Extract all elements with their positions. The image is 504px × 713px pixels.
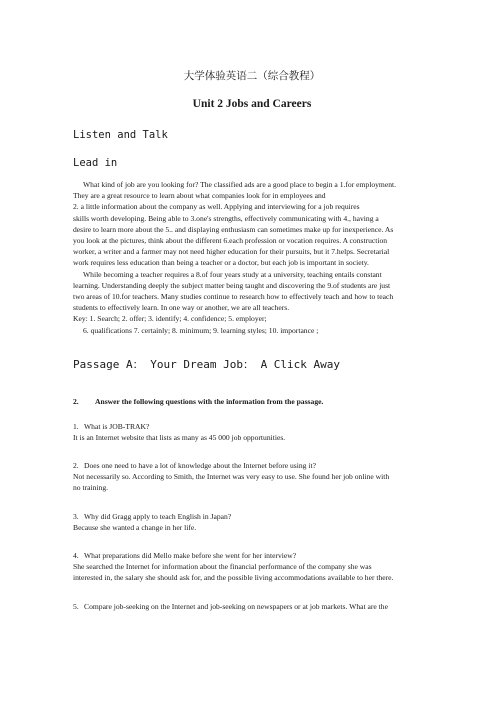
text-line: two areas of 10.for teachers. Many studies continue to research how to effectively teach and how to teach bbox=[73, 292, 394, 302]
text-line: 2. a little information about the company as well. Applying and interviewing for a job requires bbox=[73, 202, 360, 212]
text-line: desire to learn more about the 5.. and displaying enthusiasm can sometimes make up for inexperience. As bbox=[73, 224, 394, 234]
question-text: Why did Gragg apply to teach English in Japan? bbox=[84, 512, 232, 521]
answer-key-line: 6. qualifications 7. certainly; 8. minimum; 9. learning styles; 10. importance ; bbox=[83, 325, 319, 335]
text-line: learning. Understanding deeply the subject matter being taught and discovering the 9.of students are just bbox=[73, 280, 391, 290]
question-number: 2. bbox=[73, 461, 79, 470]
instruction-number: 2. bbox=[73, 397, 79, 406]
answer-text: It is an Internet website that lists as many as 45 000 job opportunities. bbox=[73, 433, 286, 443]
passage-title: Passage A： Your Dream Job： A Click Away bbox=[73, 358, 341, 371]
chinese-book-title: 大学体验英语二（综合教程） bbox=[183, 70, 321, 82]
question-text: Compare job-seeking on the Internet and job-seeking on newspapers or at job markets. What are the bbox=[84, 602, 388, 611]
answer-key-line: Key: 1. Search; 2. offer; 3. identify; 4. confidence; 5. employer; bbox=[73, 314, 267, 324]
question-number: 4. bbox=[73, 551, 79, 560]
question-number: 5. bbox=[73, 602, 79, 611]
question-3 bbox=[73, 511, 433, 533]
text-line: students to effectively learn. In one way or another, we are all teachers. bbox=[73, 303, 290, 313]
answer-text: Because she wanted a change in her life. bbox=[73, 523, 197, 533]
text-line: work requires less education than being a teacher or a doctor, but each job is important in society. bbox=[73, 258, 369, 268]
text-line: skills worth developing. Being able to 3.one's strengths, effectively communicating with 4., having a bbox=[73, 213, 379, 223]
answer-text: no training. bbox=[73, 483, 109, 493]
text-line: What kind of job are you looking for? The classified ads are a good place to begin a 1.for employment. bbox=[83, 180, 397, 189]
answer-text: interested in, the salary she should ask for, and the possible living accommodations available to her there. bbox=[73, 573, 394, 583]
question-4 bbox=[73, 550, 433, 584]
section-heading-lead-in: Lead in bbox=[73, 157, 118, 169]
section-heading-listen-talk: Listen and Talk bbox=[73, 129, 168, 141]
question-number: 3. bbox=[73, 512, 79, 521]
question-1 bbox=[73, 421, 433, 443]
answer-text: She searched the Internet for information about the financial performance of the company she was bbox=[73, 562, 372, 572]
answer-text: Not necessarily so. According to Smith, the Internet was very easy to use. She found her job online with bbox=[73, 472, 390, 482]
exercise-instruction bbox=[73, 396, 433, 407]
text-line: you look at the pictures, think about the different 6.each profession or vocation requires. A construction bbox=[73, 236, 388, 246]
question-text: What is JOB-TRAK? bbox=[84, 422, 150, 431]
question-5 bbox=[73, 601, 433, 612]
text-line: While becoming a teacher requires a 8.of four years study at a university, teaching entails constant bbox=[83, 269, 382, 279]
question-2 bbox=[73, 460, 433, 494]
question-number: 1. bbox=[73, 422, 79, 431]
instruction-text: Answer the following questions with the information from the passage. bbox=[95, 397, 324, 406]
lead-in-text bbox=[73, 179, 433, 336]
question-text: What preparations did Mello make before she went for her interview? bbox=[84, 551, 297, 560]
unit-title: Unit 2 Jobs and Careers bbox=[192, 98, 312, 110]
question-text: Does one need to have a lot of knowledge about the Internet before using it? bbox=[84, 461, 316, 470]
text-line: worker, a writer and a farmer may not need higher education for their pursuits, but it 7.helps. Secretarial bbox=[73, 247, 390, 257]
text-line: They are a great resource to learn about what companies look for in employees and bbox=[73, 191, 326, 201]
